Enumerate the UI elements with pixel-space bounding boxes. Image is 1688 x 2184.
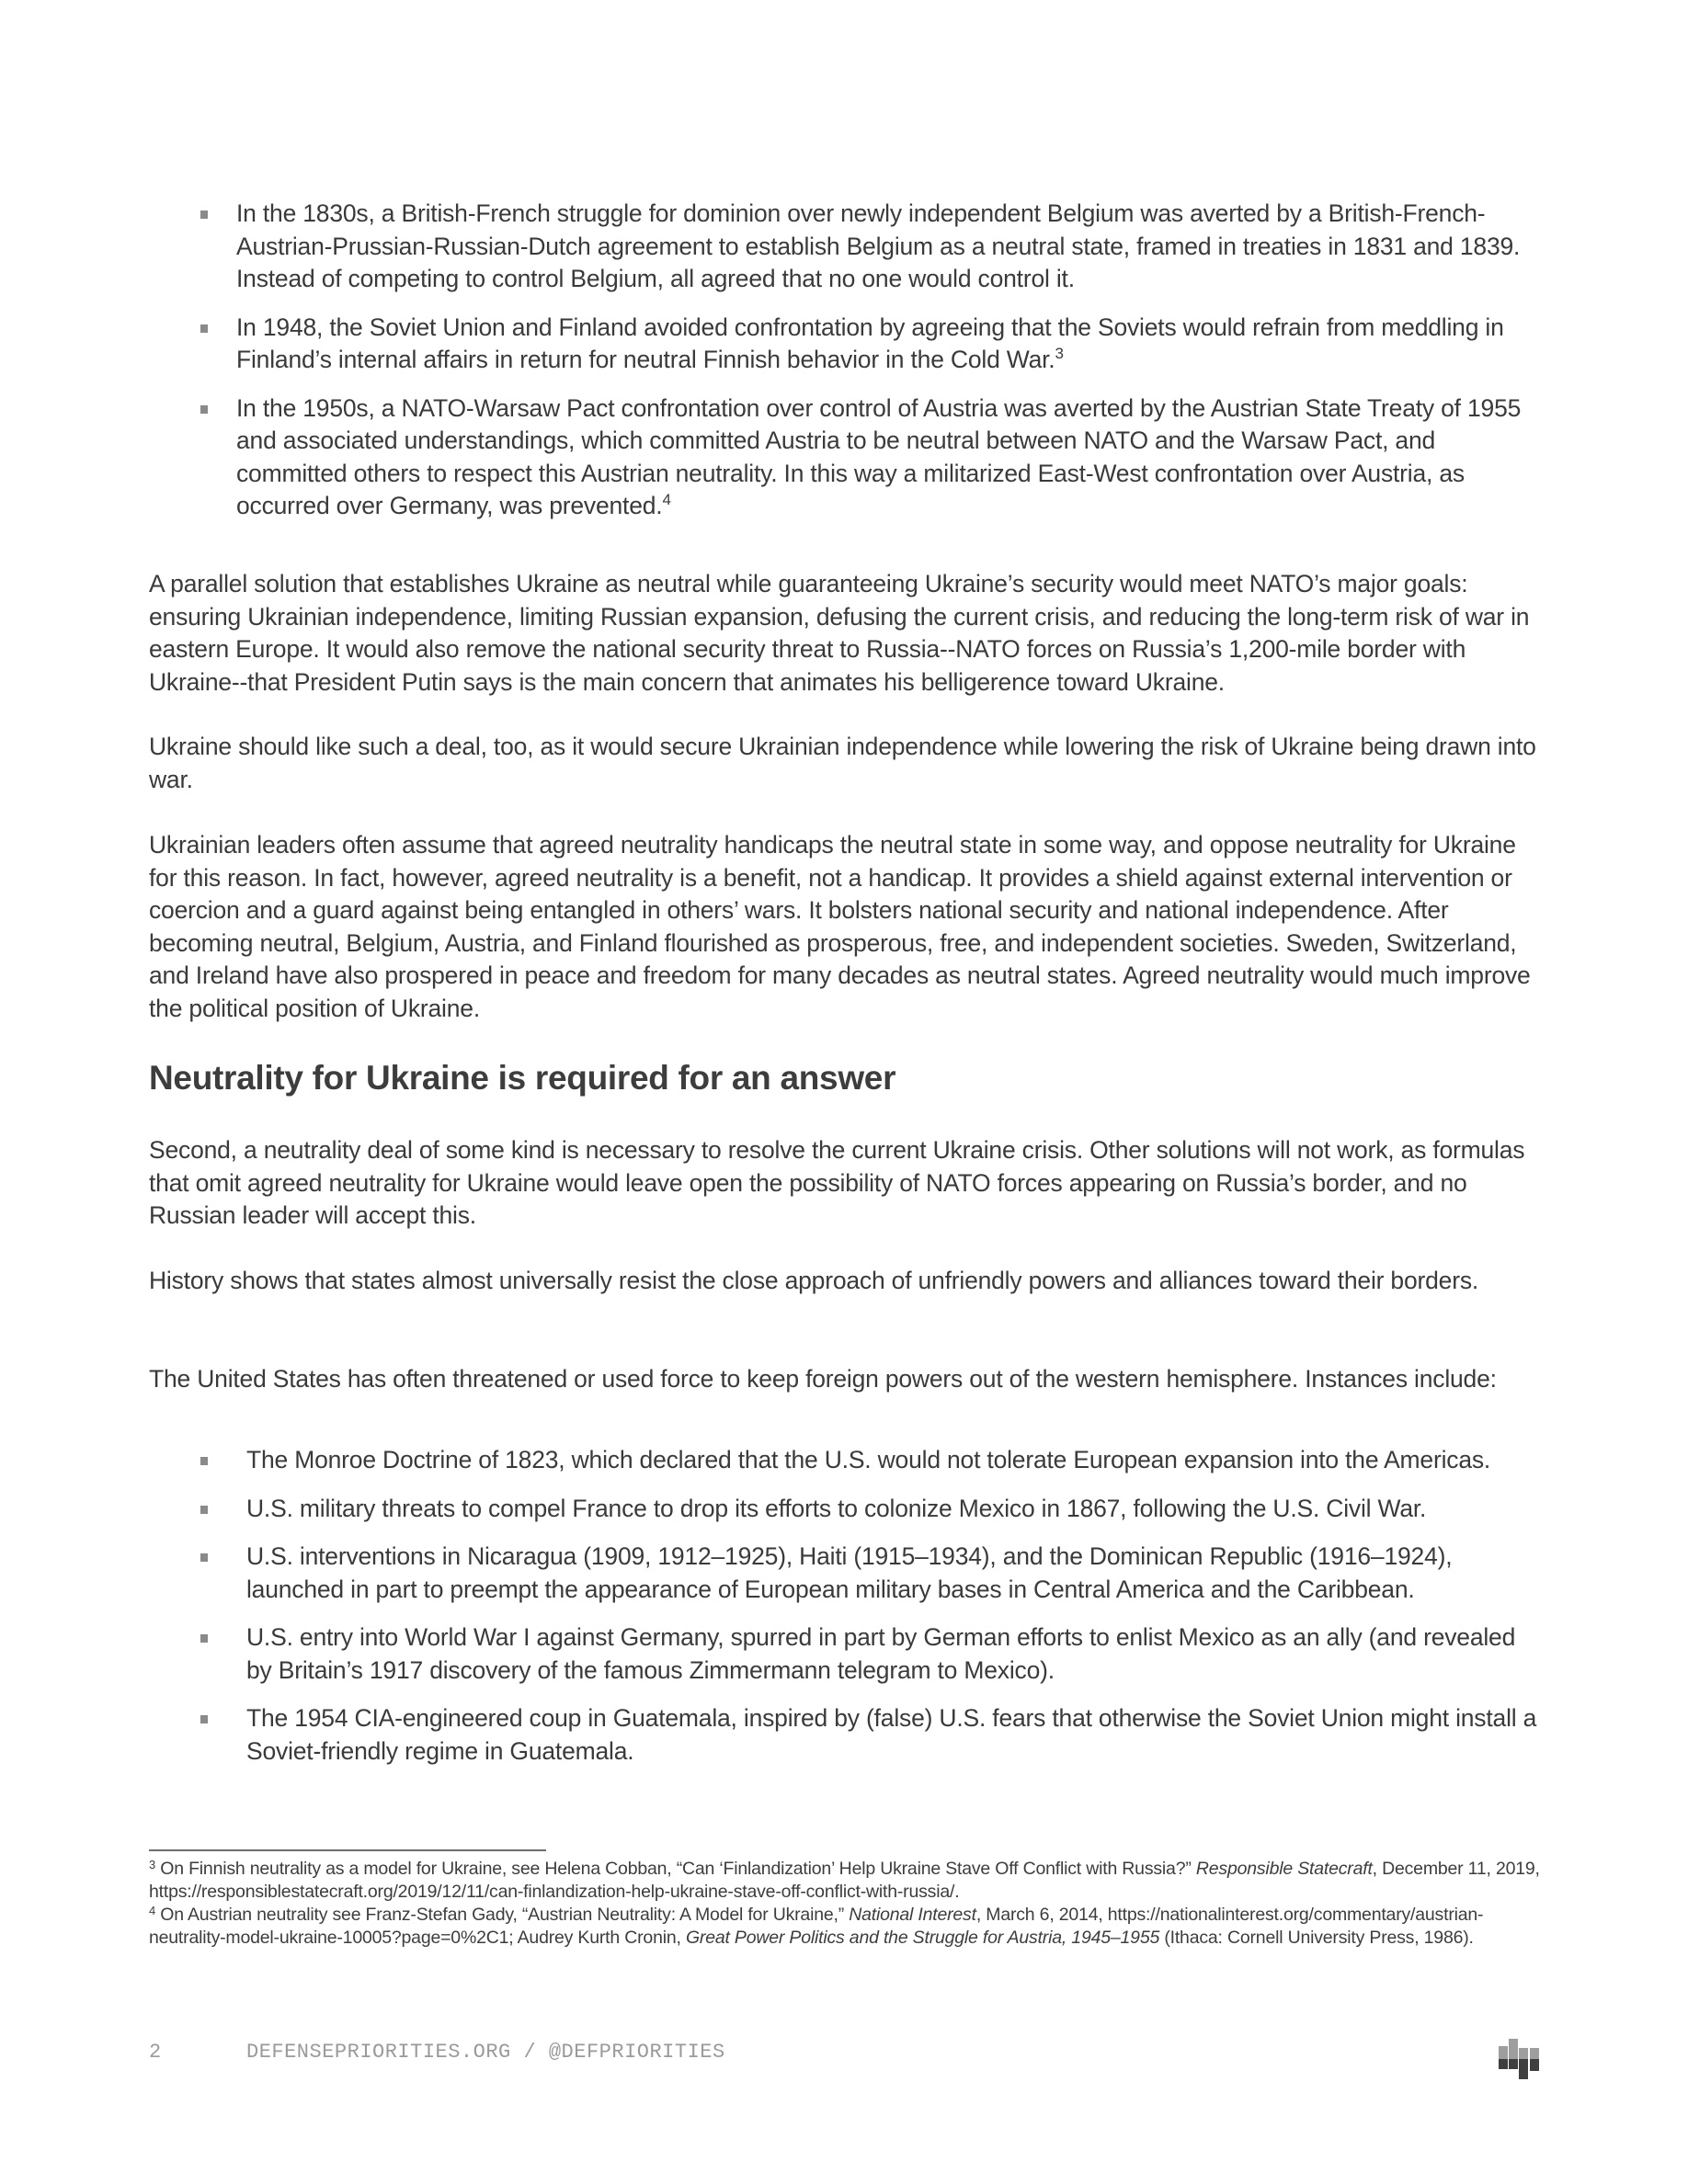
list-item-text: U.S. entry into World War I against Germany, spurred in part by German efforts to enlist Mexico as an ally (and revealed by Britain’s 1917 discovery of the famous Zimmermann telegram to Mexico).: [246, 1623, 1516, 1684]
paragraph: Second, a neutrality deal of some kind is necessary to resolve the current Ukraine crisis. Other solutions will not work, as formulas that omit agreed neutrality for Ukraine would leave open the possibility of NATO forces appearing on Russia’s border, and no Russian leader will accept this.: [149, 1136, 1525, 1229]
list-item-text: In the 1830s, a British-French struggle for dominion over newly independent Belgium was averted by a British-French-Austrian-Prussian-Russian-Dutch agreement to establish Belgium as a neutral state, framed in treaties in 1831 and 1839. Instead of competing to control Belgium, all agreed that no one would control it.: [236, 199, 1521, 292]
bullet-icon: [200, 1553, 208, 1562]
footnote-number: 3: [149, 1858, 156, 1871]
list-item-text: U.S. military threats to compel France to drop its efforts to colonize Mexico in 1867, following the U.S. Civil War.: [246, 1494, 1427, 1522]
footnote-4: $^4$ On Austrian neutrality see Franz-Stefan Gady, “Austrian Neutrality: A Model for Ukraine,” National Interest, March 6, 2014, https://nationalinterest.org/commentary/austrian-neutrality-model-ukraine-10005?page=0%2C1; Audrey Kurth Cronin, Great Power Politics and the Struggle for Austria, 1945–1955 (Ithaca: Cornell University Press, 1986).: [149, 1904, 1484, 1948]
footnote-citation[interactable]: , December 11, 2019, https://responsiblestatecraft.org/2019/12/11/can-finlandization-help-ukraine-stave-off-conflict-with-russia/.: [149, 1859, 1540, 1902]
site-link[interactable]: DEFENSEPRIORITIES.ORG / @DEFPRIORITIES: [246, 2041, 725, 2064]
bullet-icon: [200, 1715, 208, 1723]
bullet-icon: [200, 405, 208, 414]
list-item: [200, 312, 1543, 377]
paragraph: A parallel solution that establishes Ukraine as neutral while guaranteeing Ukraine’s security would meet NATO’s major goals: ensuring Ukrainian independence, limiting Russian expansion, defusing the current crisis, and reducing the long-term risk of war in eastern Europe. It would also remove the national security threat to Russia--NATO forces on Russia’s 1,200-mile border with Ukraine--that President Putin says is the main concern that animates his belligerence toward Ukraine.: [149, 570, 1530, 696]
footnote-ref[interactable]: 3: [1055, 345, 1064, 362]
paragraph: History shows that states almost universally resist the close approach of unfriendly powers and alliances toward their borders.: [149, 1267, 1479, 1294]
bullet-icon: [200, 1506, 208, 1514]
footnote-ref[interactable]: 4: [662, 491, 671, 508]
bullet-icon: [200, 1634, 208, 1643]
list-item-text: The 1954 CIA-engineered coup in Guatemala, inspired by (false) U.S. fears that otherwise the Soviet Union might install a Soviet-friendly regime in Guatemala.: [246, 1704, 1537, 1765]
list-item-text: In 1948, the Soviet Union and Finland avoided confrontation by agreeing that the Soviets would refrain from meddling in Finland’s internal affairs in return for neutral Finnish behavior in the Cold War.: [236, 313, 1504, 373]
list-item: [200, 1493, 1543, 1526]
list-item: [200, 1621, 1543, 1687]
list-item-text: In the 1950s, a NATO-Warsaw Pact confrontation over control of Austria was averted by the Austrian State Treaty of 1955 and associated understandings, which committed Austria to be neutral between NATO and the Warsaw Pact, and committed others to respect this Austrian neutrality. In this way a militarized East-West confrontation over Austria, as occurred over Germany, was prevented.: [236, 393, 1522, 519]
publication-title: National Interest: [849, 1905, 976, 1925]
section-heading: Neutrality for Ukraine is required for an answer: [149, 1059, 896, 1097]
page-number: 2: [149, 2041, 162, 2064]
list-item-text: U.S. interventions in Nicaragua (1909, 1912–1925), Haiti (1915–1934), and the Dominican Republic (1916–1924), launched in part to preempt the appearance of European military bases in Central America and the Caribbean.: [246, 1542, 1453, 1603]
neutrality-examples-list: [200, 198, 1543, 523]
footnote-citation[interactable]: , March 6, 2014, https://nationalinterest.org/commentary/austrian-neutrality-model-ukraine-10005?page=0%2C1; Audrey Kurth Cronin,: [149, 1905, 1484, 1948]
footnote-separator: [149, 1849, 546, 1851]
footnote-3: $^3$ On Finnish neutrality as a model for Ukraine, see Helena Cobban, “Can ‘Finlandization’ Help Ukraine Stave Off Conflict with Russia?” Responsible Statecraft, December 11, 2019, https://responsiblestatecraft.org/2019/12/11/can-finlandization-help-ukraine-stave-off-conflict-with-russia/.: [149, 1858, 1540, 1902]
footnote-number: 4: [149, 1904, 156, 1917]
bullet-icon: [200, 324, 208, 333]
list-item: [200, 198, 1543, 296]
bullet-icon: [200, 1457, 208, 1465]
paragraph: Ukraine should like such a deal, too, as it would secure Ukrainian independence while lowering the risk of Ukraine being drawn into war.: [149, 733, 1536, 793]
paragraph: Ukrainian leaders often assume that agreed neutrality handicaps the neutral state in some way, and oppose neutrality for Ukraine for this reason. In fact, however, agreed neutrality is a benefit, not a handicap. It provides a shield against external intervention or coercion and a guard against being entangled in others’ wars. It bolsters national security and national independence. After becoming neutral, Belgium, Austria, and Finland flourished as prosperous, free, and independent societies. Sweden, Switzerland, and Ireland have also prospered in peace and freedom for many decades as neutral states. Agreed neutrality would much improve the political position of Ukraine.: [149, 831, 1531, 1022]
list-item-text: The Monroe Doctrine of 1823, which declared that the U.S. would not tolerate European expansion into the Americas.: [246, 1446, 1491, 1473]
list-item: [200, 1702, 1543, 1768]
list-item: [200, 1541, 1543, 1606]
list-item: [200, 392, 1543, 523]
defense-priorities-logo-icon: [1497, 2037, 1543, 2083]
footnotes: [149, 1858, 1546, 1950]
publication-title: Responsible Statecraft: [1195, 1859, 1373, 1879]
book-title: Great Power Politics and the Struggle for Austria, 1945–1955: [685, 1928, 1160, 1948]
list-item: [200, 1444, 1543, 1477]
paragraph: The United States has often threatened or used force to keep foreign powers out of the western hemisphere. Instances include:: [149, 1365, 1497, 1393]
us-interventions-list: [200, 1444, 1543, 1768]
bullet-icon: [200, 210, 208, 219]
